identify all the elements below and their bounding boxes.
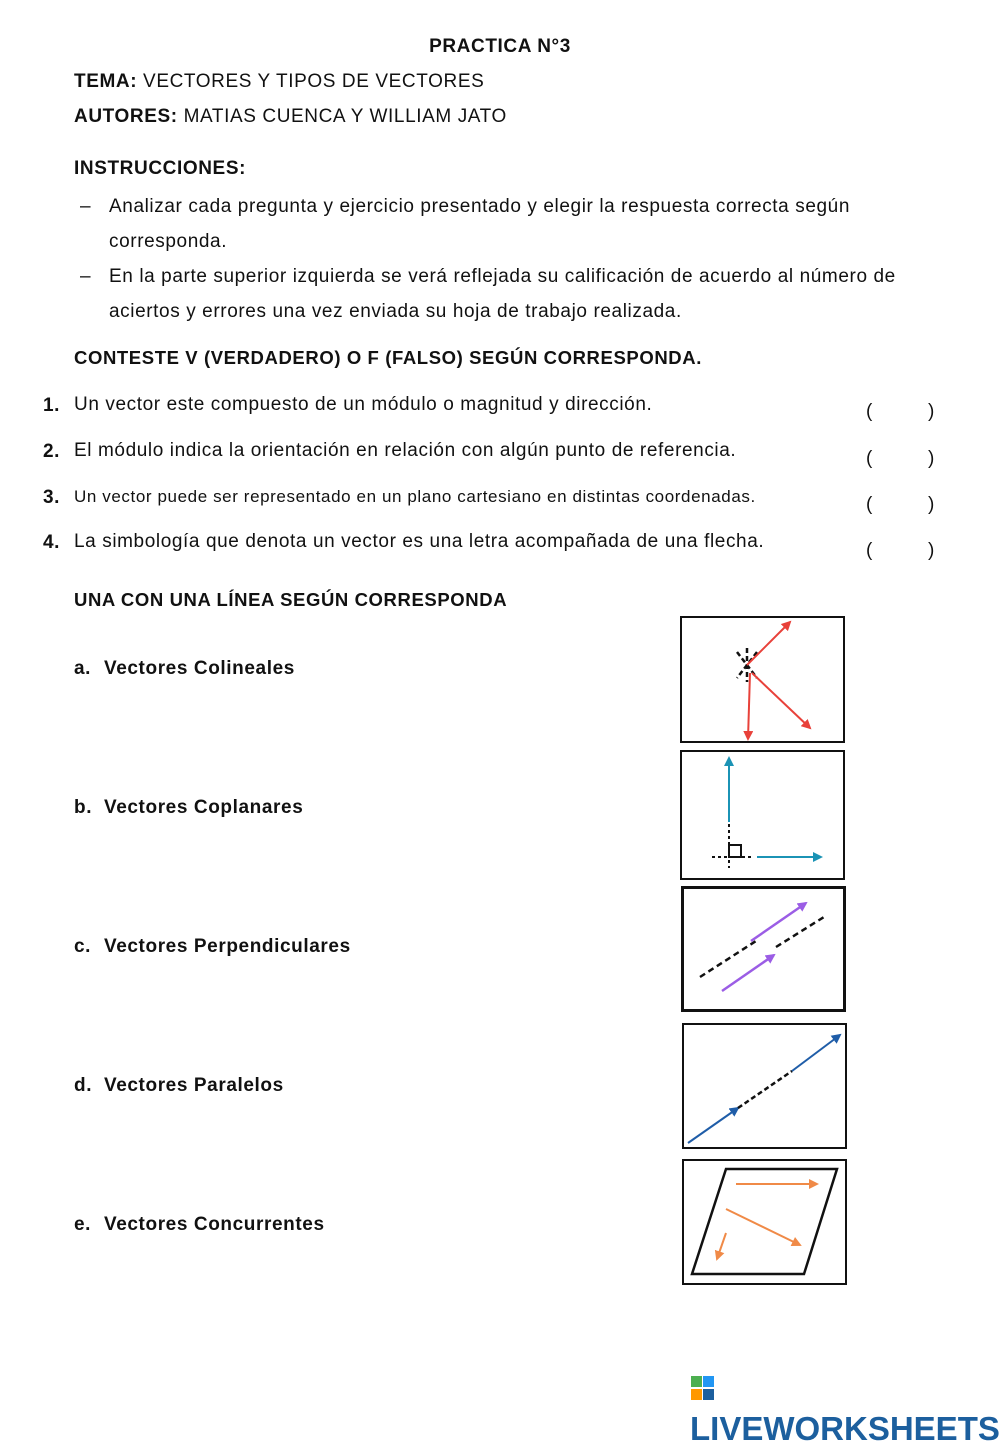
question-number: 2. bbox=[43, 441, 61, 462]
match-letter: b. bbox=[74, 797, 93, 818]
match-label: Vectores Colineales bbox=[104, 658, 295, 679]
tema-label: TEMA: bbox=[74, 71, 138, 92]
match-letter: e. bbox=[74, 1214, 92, 1235]
match-item-concurrentes[interactable] bbox=[74, 1214, 325, 1236]
instruction-item: Analizar cada pregunta y ejercicio presentado y elegir la respuesta correcta según corresponda. bbox=[109, 196, 850, 252]
dashed-line bbox=[776, 917, 824, 947]
tema-line bbox=[74, 71, 484, 93]
vector-arrow-icon bbox=[726, 1209, 800, 1245]
diagram-parallel-vectors[interactable] bbox=[681, 886, 846, 1012]
question-text: El módulo indica la orientación en relación con algún punto de referencia. bbox=[74, 440, 737, 461]
question-text: La simbología que denota un vector es una letra acompañada de una flecha. bbox=[74, 531, 765, 552]
instructions-heading: INSTRUCCIONES: bbox=[74, 158, 247, 179]
true-false-heading: CONTESTE V (VERDADERO) O F (FALSO) SEGÚN CORRESPONDA. bbox=[74, 347, 702, 368]
answer-open-paren: ( bbox=[866, 540, 873, 561]
tema-value: VECTORES Y TIPOS DE VECTORES bbox=[143, 71, 485, 92]
vector-arrow-icon bbox=[748, 673, 750, 739]
match-label: Vectores Concurrentes bbox=[104, 1214, 325, 1235]
question-text: Un vector este compuesto de un módulo o magnitud y dirección. bbox=[74, 394, 653, 415]
question-text: Un vector puede ser representado en un plano cartesiano en distintas coordenadas. bbox=[74, 487, 756, 506]
answer-open-paren: ( bbox=[866, 401, 873, 422]
question-number: 1. bbox=[43, 395, 61, 416]
question-number: 4. bbox=[43, 532, 61, 553]
diagram-concurrent-vectors[interactable] bbox=[680, 616, 845, 743]
diagram-perpendicular-vectors[interactable] bbox=[680, 750, 845, 880]
match-item-coplanares[interactable] bbox=[74, 797, 303, 819]
matching-heading: UNA CON UNA LÍNEA SEGÚN CORRESPONDA bbox=[74, 589, 508, 610]
match-letter: a. bbox=[74, 658, 92, 679]
match-label: Vectores Perpendiculares bbox=[104, 936, 351, 957]
vector-arrow-icon bbox=[752, 673, 810, 728]
match-letter: d. bbox=[74, 1075, 93, 1096]
match-item-colineales[interactable] bbox=[74, 658, 295, 680]
match-letter: c. bbox=[74, 936, 92, 957]
dashed-line bbox=[738, 1071, 792, 1108]
vector-arrow-icon bbox=[717, 1233, 726, 1259]
vector-arrow-icon bbox=[747, 622, 790, 665]
autores-label: AUTORES: bbox=[74, 106, 178, 127]
answer-close-paren: ) bbox=[928, 540, 935, 561]
autores-line bbox=[74, 106, 507, 128]
vector-arrow-icon bbox=[722, 955, 774, 991]
autores-value: MATIAS CUENCA Y WILLIAM JATO bbox=[183, 106, 507, 127]
match-label: Vectores Paralelos bbox=[104, 1075, 284, 1096]
diagram-collinear-vectors[interactable] bbox=[682, 1023, 847, 1149]
logo-text: LIVEWORKSHEETS bbox=[690, 1410, 1000, 1447]
right-angle-icon bbox=[712, 824, 754, 868]
instruction-item: En la parte superior izquierda se verá reflejada su calificación de acuerdo al número de aciertos y errores una vez enviada su hoja de trabajo realizada. bbox=[109, 266, 896, 322]
match-item-perpendiculares[interactable] bbox=[74, 936, 351, 958]
logo-tile-icon bbox=[690, 1372, 716, 1405]
answer-close-paren: ) bbox=[928, 494, 935, 515]
dash-bullet: – bbox=[80, 266, 92, 287]
answer-open-paren: ( bbox=[866, 494, 873, 515]
match-label: Vectores Coplanares bbox=[104, 797, 304, 818]
question-number: 3. bbox=[43, 487, 61, 508]
dashed-line bbox=[700, 941, 756, 977]
diagram-coplanar-vectors[interactable] bbox=[682, 1159, 847, 1285]
vector-arrow-icon bbox=[688, 1108, 738, 1143]
vector-arrow-icon bbox=[751, 903, 806, 941]
answer-open-paren: ( bbox=[866, 448, 873, 469]
dash-bullet: – bbox=[80, 196, 92, 217]
match-item-paralelos[interactable] bbox=[74, 1075, 284, 1097]
answer-close-paren: ) bbox=[928, 401, 935, 422]
page-title: PRACTICA N°3 bbox=[429, 36, 571, 57]
answer-close-paren: ) bbox=[928, 448, 935, 469]
liveworksheets-logo bbox=[690, 1372, 1000, 1448]
vector-arrow-icon bbox=[792, 1035, 840, 1071]
